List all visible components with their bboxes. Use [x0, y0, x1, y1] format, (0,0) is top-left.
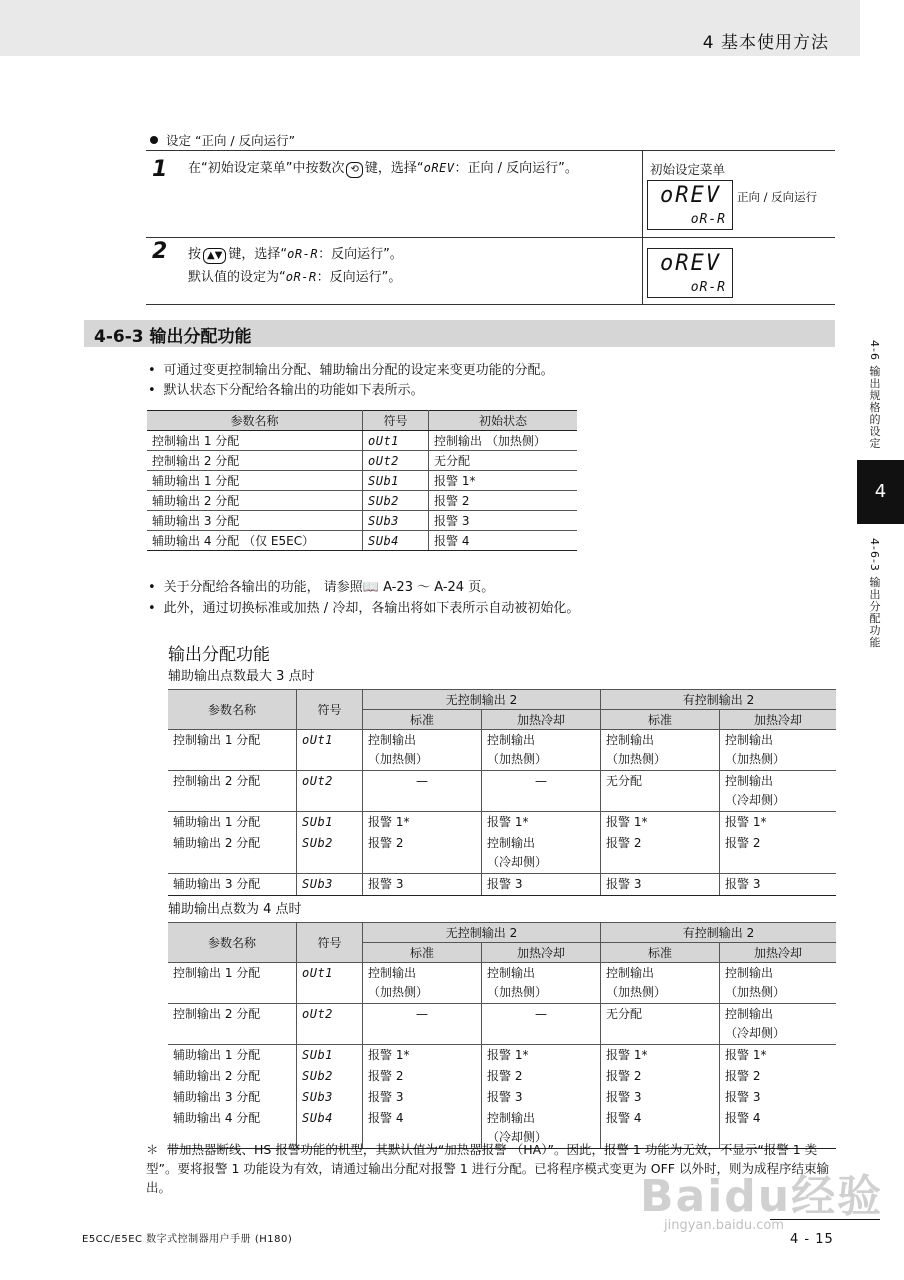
subsection-title: 输出分配功能: [168, 645, 270, 665]
bullet-item: • 默认状态下分配给各输出的功能如下表所示。: [148, 383, 424, 398]
setting-heading: 设定 “正向 / 反向运行”: [150, 131, 295, 149]
table-cell: [363, 1004, 482, 1045]
table-cell: 控制输出 1 分配: [147, 431, 363, 451]
page-number: 4 - 15: [790, 1232, 834, 1247]
table-cell: 报警 2: [363, 1066, 482, 1087]
bullet-item: • 关于分配给各输出的功能， 请参照📖 A-23 ～ A-24 页。: [148, 580, 495, 595]
symbol-cell: oUt2: [297, 1004, 363, 1045]
step-text: 在“初始设定菜单”中按数次 ⟲ 键，选择“oREV：正向 / 反向运行”。: [188, 161, 578, 176]
table-row: [168, 1066, 836, 1087]
dash-mark: —: [416, 1007, 428, 1021]
table-cell: 无分配: [429, 451, 578, 471]
header-cell: 参数名称: [168, 923, 297, 963]
bullet-dot-icon: [150, 136, 158, 144]
footer-line: [770, 1219, 880, 1220]
table-cell: 控制输出 （加热侧）: [720, 730, 837, 771]
table-cell: 辅助输出 1 分配: [168, 1045, 297, 1067]
table-cell: 报警 2: [601, 833, 720, 874]
table-cell: 控制输出 （加热侧）: [363, 963, 482, 1004]
table-row: [168, 730, 836, 771]
table-cell: 辅助输出 3 分配: [168, 874, 297, 896]
table-cell: 控制输出 （加热侧）: [601, 730, 720, 771]
table-cell: 报警 1*: [482, 1045, 601, 1067]
table-caption: 辅助输出点数最大 3 点时: [168, 669, 315, 684]
header-cell: 标准: [363, 710, 482, 730]
step-text: 按 ▲▼ 键，选择“oR-R：反向运行”。 默认值的设定为“oR-R：反向运行”。: [188, 247, 403, 285]
step-divider: [642, 150, 643, 304]
table-cell: 辅助输出 2 分配: [147, 491, 363, 511]
table-cell: 报警 3: [720, 874, 837, 896]
table-row: [147, 511, 577, 531]
header-cell: 无控制输出 2: [363, 690, 601, 710]
table-cell: 控制输出 （加热侧）: [601, 963, 720, 1004]
side-subsection-label: 4-6-3 输出分配功能: [868, 538, 881, 649]
symbol-cell: SUb2: [297, 833, 363, 874]
lcd-caption: 正向 / 反向运行: [737, 190, 818, 204]
table-cell: 报警 1*: [363, 812, 482, 834]
table-row: [168, 1004, 836, 1045]
table-row: [147, 451, 577, 471]
table-cell: 控制输出 2 分配: [147, 451, 363, 471]
header-cell: 参数名称: [147, 411, 363, 431]
header-cell: 无控制输出 2: [363, 923, 601, 943]
symbol-cell: SUb3: [363, 511, 429, 531]
table-cell: 报警 3: [363, 1087, 482, 1108]
table-cell: 报警 2: [720, 1066, 837, 1087]
symbol-cell: SUb4: [363, 531, 429, 551]
table-header-row: [168, 690, 836, 710]
table-cell: 控制输出 1 分配: [168, 963, 297, 1004]
header-cell: 参数名称: [168, 690, 297, 730]
table-cell: 报警 2: [720, 833, 837, 874]
table-row: [147, 471, 577, 491]
table-caption: 辅助输出点数为 4 点时: [168, 902, 302, 917]
table-cell: 辅助输出 2 分配: [168, 1066, 297, 1087]
symbol-cell: oUt2: [363, 451, 429, 471]
table-cell: 控制输出 （加热侧）: [429, 431, 578, 451]
table-cell: 报警 3: [601, 1087, 720, 1108]
header-cell: 加热冷却: [482, 710, 601, 730]
chapter-tab: 4: [857, 460, 904, 524]
table-cell: 报警 3: [363, 874, 482, 896]
table-cell: 报警 1*: [363, 1045, 482, 1067]
side-section-label: 4-6 输出规格的设定: [868, 340, 881, 450]
symbol-cell: SUb3: [297, 1087, 363, 1108]
table-cell: 报警 1*: [482, 812, 601, 834]
chapter-title: 4 基本使用方法: [702, 33, 829, 53]
table-row: [147, 431, 577, 451]
table-row: [168, 1045, 836, 1067]
table-row: [168, 1087, 836, 1108]
table-cell: 报警 4: [363, 1108, 482, 1149]
mode-key-icon: ⟲: [346, 162, 362, 178]
lcd-display: oREV oR-R: [647, 248, 733, 298]
table-cell: 报警 4: [720, 1108, 837, 1149]
up-down-key-icon: ▲▼: [203, 248, 226, 264]
header-cell: 加热冷却: [720, 710, 837, 730]
table-row: [147, 531, 577, 551]
table-cell: 无分配: [601, 771, 720, 812]
symbol-cell: SUb2: [297, 1066, 363, 1087]
header-cell: 符号: [363, 411, 429, 431]
symbol-cell: SUb4: [297, 1108, 363, 1149]
footer-manual: E5CC/E5EC 数字式控制器用户手册 (H180): [82, 1234, 293, 1245]
table-cell: 报警 2: [601, 1066, 720, 1087]
default-assignment-table: [147, 410, 577, 551]
table-cell: 报警 2: [429, 491, 578, 511]
table-row: [168, 874, 836, 896]
dash-mark: —: [416, 774, 428, 788]
table-cell: 报警 3: [720, 1087, 837, 1108]
table-cell: 报警 1*: [429, 471, 578, 491]
menu-label: 初始设定菜单: [650, 162, 726, 177]
table-row: [168, 771, 836, 812]
header-cell: 初始状态: [429, 411, 578, 431]
table-cell: 报警 1*: [720, 1045, 837, 1067]
symbol-cell: oUt1: [297, 963, 363, 1004]
table-cell: 报警 1*: [601, 1045, 720, 1067]
table-cell: 辅助输出 4 分配 （仅 E5EC）: [147, 531, 363, 551]
table-cell: 控制输出 2 分配: [168, 771, 297, 812]
symbol-cell: SUb2: [363, 491, 429, 511]
footnote: ＊ 带加热器断线、HS 报警功能的机型，其默认值为“加热器报警 （HA）”。因此，报警 1 功能为无效，不显示“报警 1 类型”。要将报警 1 功能设为有效，请通过输出分配对报警 1 进行分配。已将程序模式变更为 OFF 以外时，则为成程序结束输出。: [146, 1142, 829, 1195]
dash-mark: —: [535, 774, 547, 788]
header-cell: 标准: [601, 710, 720, 730]
table-cell: 控制输出 （冷却侧）: [720, 1004, 837, 1045]
table-cell: 报警 3: [482, 874, 601, 896]
table-cell: 控制输出 （加热侧）: [482, 730, 601, 771]
table-row: [168, 833, 836, 874]
header-cell: 标准: [363, 943, 482, 963]
table-cell: 报警 1*: [720, 812, 837, 834]
header-cell: 有控制输出 2: [601, 690, 837, 710]
table-cell: 控制输出 （加热侧）: [482, 963, 601, 1004]
table-cell: 报警 4: [601, 1108, 720, 1149]
assignment-table-3-points: [168, 689, 836, 896]
bullet-item: • 可通过变更控制输出分配、辅助输出分配的设定来变更功能的分配。: [148, 363, 554, 378]
table-header-row: [168, 923, 836, 943]
table-cell: [482, 771, 601, 812]
header-cell: 标准: [601, 943, 720, 963]
table-cell: 无分配: [601, 1004, 720, 1045]
table-cell: 辅助输出 4 分配: [168, 1108, 297, 1149]
table-cell: 辅助输出 1 分配: [168, 812, 297, 834]
table-cell: 辅助输出 2 分配: [168, 833, 297, 874]
header-cell: 有控制输出 2: [601, 923, 837, 943]
table-cell: 控制输出 （加热侧）: [720, 963, 837, 1004]
symbol-cell: oUt1: [363, 431, 429, 451]
bullet-item: • 此外，通过切换标准或加热 / 冷却，各输出将如下表所示自动被初始化。: [148, 601, 580, 616]
symbol-cell: SUb1: [297, 1045, 363, 1067]
table-cell: 控制输出 （冷却侧）: [482, 1108, 601, 1149]
lcd-display: oREV oR-R: [647, 180, 733, 230]
header-cell: 符号: [297, 690, 363, 730]
section-title: 4-6-3 输出分配功能: [94, 327, 252, 347]
table-row: [168, 812, 836, 834]
table-cell: [363, 771, 482, 812]
table-cell: 辅助输出 3 分配: [147, 511, 363, 531]
table-cell: 控制输出 1 分配: [168, 730, 297, 771]
table-cell: 报警 2: [363, 833, 482, 874]
table-row: [168, 963, 836, 1004]
table-cell: 报警 1*: [601, 812, 720, 834]
assignment-table-4-points: [168, 922, 836, 1149]
symbol-cell: SUb1: [363, 471, 429, 491]
table-cell: 辅助输出 3 分配: [168, 1087, 297, 1108]
step-number: 1: [152, 157, 168, 182]
table-cell: 报警 3: [601, 874, 720, 896]
header-cell: 加热冷却: [482, 943, 601, 963]
table-cell: 控制输出 （冷却侧）: [482, 833, 601, 874]
table-cell: 报警 4: [429, 531, 578, 551]
table-cell: [482, 1004, 601, 1045]
watermark-logo: Baidu经验: [640, 1171, 884, 1222]
header-cell: 符号: [297, 923, 363, 963]
table-cell: 控制输出 （冷却侧）: [720, 771, 837, 812]
table-header-row: [147, 411, 577, 431]
table-cell: 报警 3: [482, 1087, 601, 1108]
step-number: 2: [152, 239, 168, 264]
header-cell: 加热冷却: [720, 943, 837, 963]
table-cell: 报警 2: [482, 1066, 601, 1087]
symbol-cell: SUb3: [297, 874, 363, 896]
watermark-url: jingyan.baidu.com: [664, 1218, 784, 1233]
symbol-cell: SUb1: [297, 812, 363, 834]
symbol-cell: oUt1: [297, 730, 363, 771]
table-row: [147, 491, 577, 511]
dash-mark: —: [535, 1007, 547, 1021]
table-cell: 控制输出 2 分配: [168, 1004, 297, 1045]
table-cell: 控制输出 （加热侧）: [363, 730, 482, 771]
table-cell: 报警 3: [429, 511, 578, 531]
table-cell: 辅助输出 1 分配: [147, 471, 363, 491]
symbol-cell: oUt2: [297, 771, 363, 812]
